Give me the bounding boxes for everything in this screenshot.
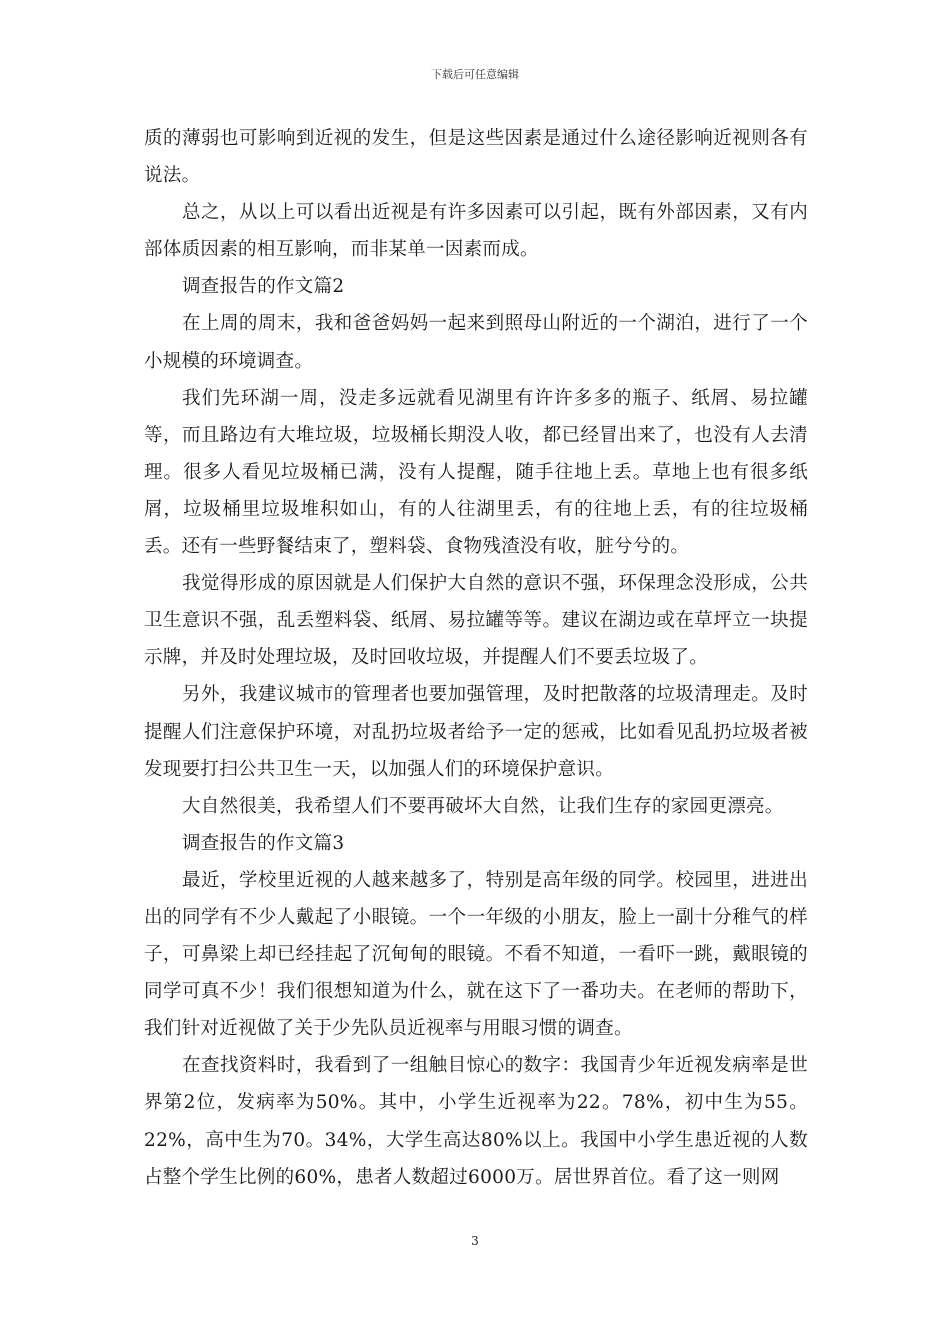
page-header: 下载后可任意编辑: [431, 68, 519, 81]
document-body: [144, 120, 808, 1196]
paragraph: 总之，从以上可以看出近视是有许多因素可以引起，既有外部因素，又有内部体质因素的相互影响，而非某单一因素而成。: [144, 202, 808, 261]
section-heading: 调查报告的作文篇3: [182, 832, 345, 854]
page-number: 3: [471, 1234, 479, 1248]
paragraph: 最近，学校里近视的人越来越多了，特别是高年级的同学。校园里，进进出出的同学有不少人戴起了小眼镜。一个一年级的小朋友，脸上一副十分稚气的样子，可鼻梁上却已经挂起了沉甸甸的眼镜。不看不知道，一看吓一跳，戴眼镜的同学可真不少！我们很想知道为什么，就在这下了一番功夫。在老师的帮助下，我们针对近视做了关于少先队员近视率与用眼习惯的调查。: [144, 869, 808, 1040]
paragraph: 另外，我建议城市的管理者也要加强管理，及时把散落的垃圾清理走。及时提醒人们注意保护环境，对乱扔垃圾者给予一定的惩戒，比如看见乱扔垃圾者被发现要打扫公共卫生一天，以加强人们的环境保护意识。: [144, 684, 808, 780]
paragraph: 质的薄弱也可影响到近视的发生，但是这些因素是通过什么途径影响近视则各有说法。: [144, 128, 808, 187]
paragraph: 在上周的周末，我和爸爸妈妈一起来到照母山附近的一个湖泊，进行了一个小规模的环境调查。: [144, 313, 808, 372]
paragraph: 我们先环湖一周，没走多远就看见湖里有许许多多的瓶子、纸屑、易拉罐等，而且路边有大堆垃圾，垃圾桶长期没人收，都已经冒出来了，也没有人去清理。很多人看见垃圾桶已满，没有人提醒，随手往地上丢。草地上也有很多纸屑，垃圾桶里垃圾堆积如山，有的人往湖里丢，有的往地上丢，有的往垃圾桶丢。还有一些野餐结束了，塑料袋、食物残渣没有收，脏兮兮的。: [144, 387, 808, 558]
paragraph: 我觉得形成的原因就是人们保护大自然的意识不强，环保理念没形成，公共卫生意识不强，乱丢塑料袋、纸屑、易拉罐等等。建议在湖边或在草坪立一块提示牌，并及时处理垃圾，及时回收垃圾，并提醒人们不要丢垃圾了。: [144, 573, 808, 669]
paragraph: 大自然很美，我希望人们不要再破坏大自然，让我们生存的家园更漂亮。: [182, 795, 784, 817]
paragraph: 在查找资料时，我看到了一组触目惊心的数字：我国青少年近视发病率是世界第2位，发病率为50%。其中，小学生近视率为22。78%，初中生为55。22%，高中生为70。34%，大学生高达80%以上。我国中小学生患近视的人数占整个学生比例的60%，患者人数超过6000万。居世界首位。看了这一则网: [144, 1055, 808, 1188]
section-heading: 调查报告的作文篇2: [182, 276, 345, 298]
